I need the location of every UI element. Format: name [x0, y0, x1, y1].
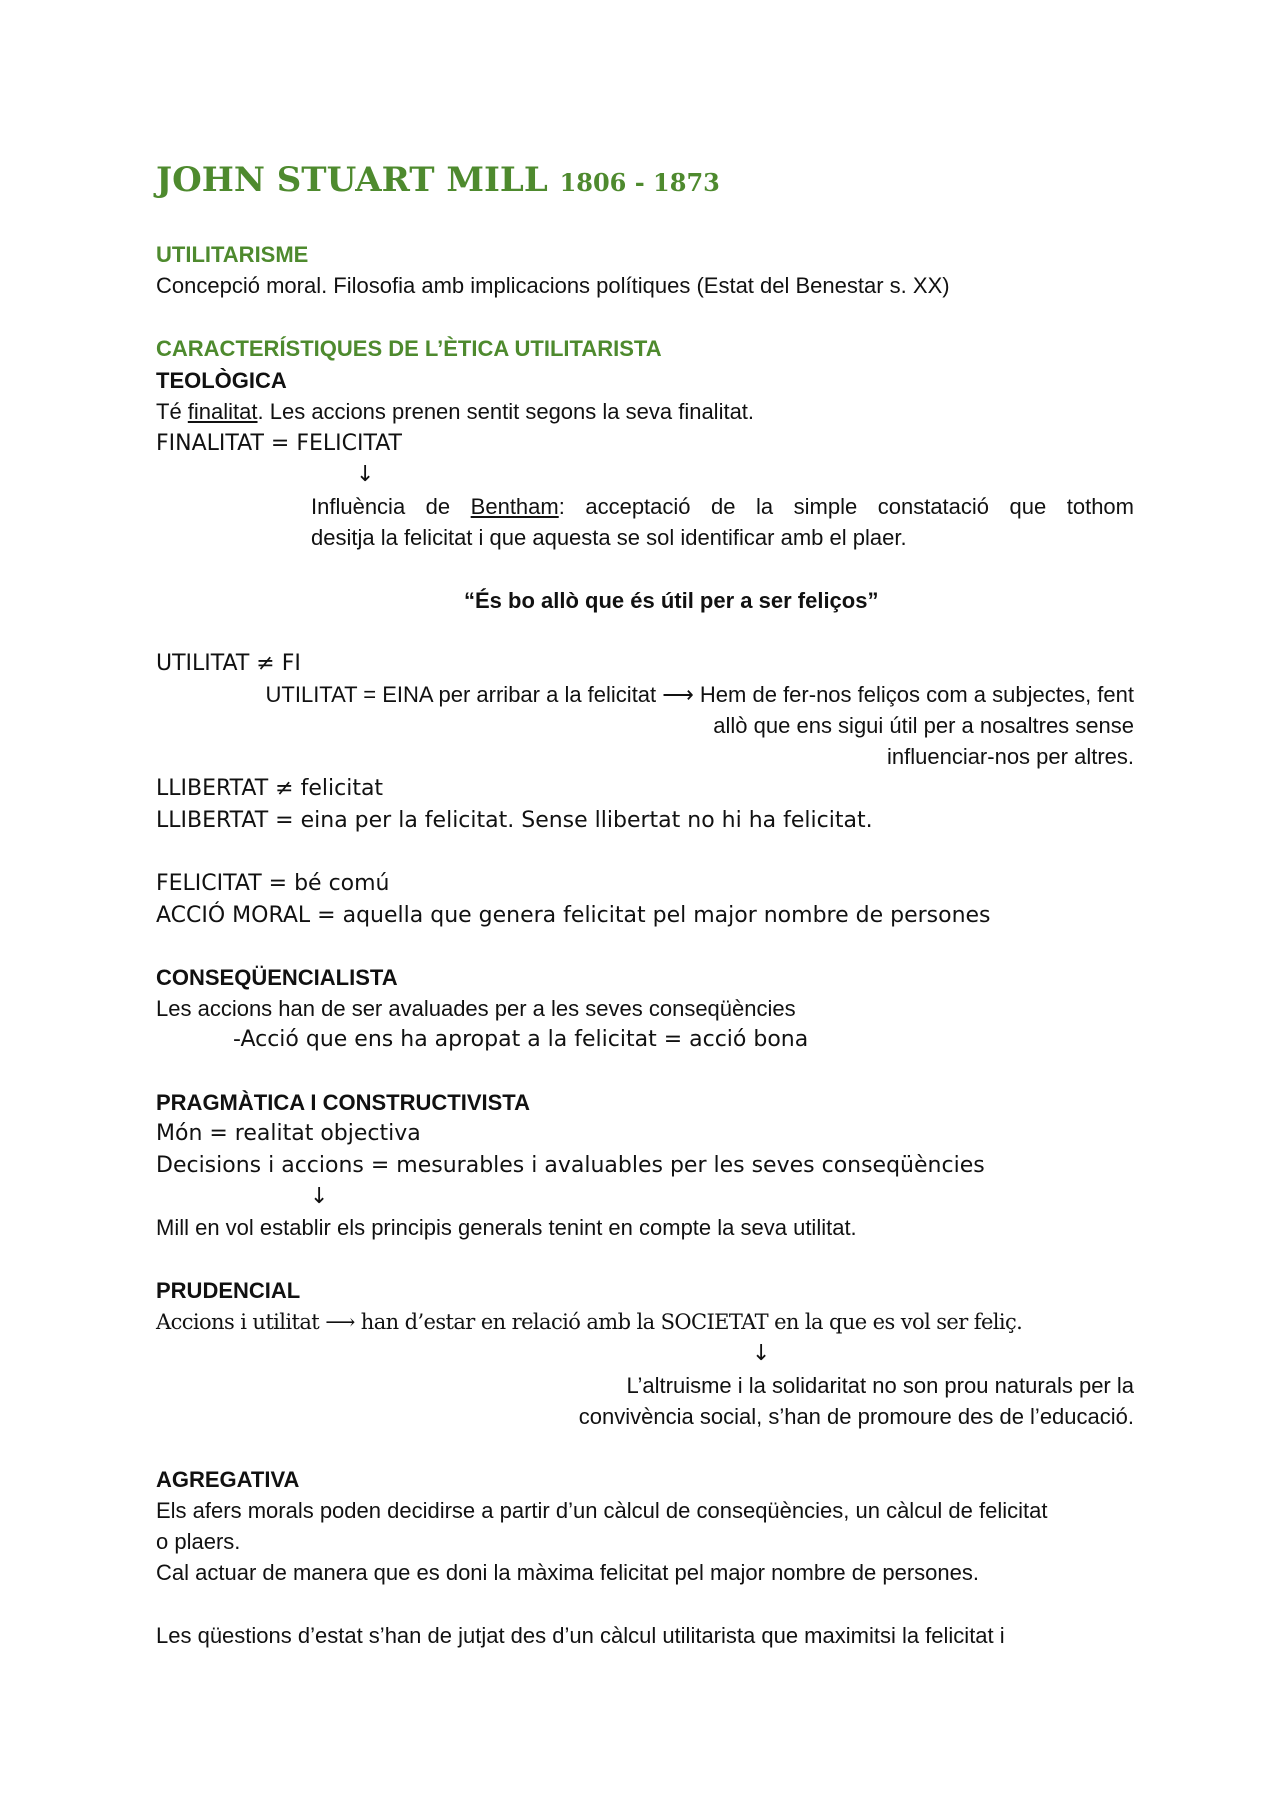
influencia-pre: Influència de: [311, 494, 471, 519]
utilitat-eina-line3: influenciar-nos per altres.: [886, 744, 1134, 769]
title-years: 1806 - 1873: [559, 168, 720, 197]
llibertat-line2: LLIBERTAT = eina per la felicitat. Sense llibertat no hi ha felicitat.: [156, 808, 873, 833]
teologica-text-post: . Les accions prenen sentit segons la seva finalitat.: [257, 399, 755, 424]
mon-realitat: Món = realitat objectiva: [156, 1121, 421, 1146]
felicitat-be-comu: FELICITAT = bé comú: [156, 871, 390, 896]
title-name: JOHN STUART MILL: [156, 160, 548, 200]
heading-prudencial: PRUDENCIAL: [156, 1278, 301, 1303]
agregativa-line3: Cal actuar de manera que es doni la màxima felicitat pel major nombre de persones.: [156, 1560, 979, 1585]
accio-moral: ACCIÓ MORAL = aquella que genera felicitat pel major nombre de persones: [156, 903, 991, 928]
down-arrow-icon: ↓: [310, 1184, 329, 1209]
agregativa-line2: o plaers.: [156, 1529, 241, 1554]
decisions-accions: Decisions i accions = mesurables i avaluables per les seves conseqüències: [156, 1153, 985, 1178]
heading-consequencialista: CONSEQÜENCIALISTA: [156, 965, 398, 990]
prudencial-accions: Accions i utilitat ⟶ han d’estar en relació amb la SOCIETAT en la que es vol ser feliç.: [156, 1310, 1023, 1334]
influencia-post: : acceptació de la simple constatació que tothom: [558, 494, 1134, 519]
document-page: [156, 0, 1134, 1811]
bentham-underlined: Bentham: [470, 494, 559, 519]
quote: “És bo allò que és útil per a ser feliços”: [464, 588, 879, 613]
influencia-bentham-line1: [311, 492, 1134, 522]
heading-caracteristiques: CARACTERÍSTIQUES DE L’ÈTICA UTILITARISTA: [156, 336, 662, 361]
utilitat-eina-line1: UTILITAT = EINA per arribar a la felicitat ⟶ Hem de fer-nos feliços com a subjectes, fent: [265, 682, 1134, 707]
teologica-text-pre: Té: [156, 399, 188, 424]
teologica-text: [156, 397, 754, 427]
finalitat-equation: FINALITAT = FELICITAT: [156, 431, 402, 456]
utilitat-fi: UTILITAT ≠ FI: [156, 651, 301, 676]
prudencial-altruisme-line1: L’altruisme i la solidaritat no son prou naturals per la: [626, 1373, 1134, 1398]
llibertat-line1: LLIBERTAT ≠ felicitat: [156, 776, 384, 801]
heading-agregativa: AGREGATIVA: [156, 1467, 300, 1492]
agregativa-line1: Els afers morals poden decidirse a partir d’un càlcul de conseqüències, un càlcul de felicitat: [156, 1498, 1048, 1523]
agregativa-line4: Les qüestions d’estat s’han de jutjat des d’un càlcul utilitarista que maximitsi la felicitat i: [156, 1623, 1005, 1648]
heading-utilitarisme: UTILITARISME: [156, 242, 309, 267]
heading-teologica: TEOLÒGICA: [156, 368, 287, 393]
heading-pragmatica: PRAGMÀTICA I CONSTRUCTIVISTA: [156, 1090, 530, 1115]
influencia-bentham-line2: desitja la felicitat i que aquesta se sol identificar amb el plaer.: [311, 525, 907, 550]
consequencialista-text: Les accions han de ser avaluades per a les seves conseqüències: [156, 996, 796, 1021]
down-arrow-icon: ↓: [356, 462, 375, 487]
page-title: [156, 158, 720, 205]
finalitat-underlined: finalitat: [187, 399, 258, 424]
utilitat-eina-line2: allò que ens sigui útil per a nosaltres sense: [713, 713, 1134, 738]
down-arrow-icon: ↓: [752, 1341, 771, 1366]
prudencial-altruisme-line2: convivència social, s’han de promoure des de l’educació.: [578, 1404, 1134, 1429]
consequencialista-sub: -Acció que ens ha apropat a la felicitat = acció bona: [233, 1027, 809, 1052]
utilitarisme-text: Concepció moral. Filosofia amb implicacions polítiques (Estat del Benestar s. XX): [156, 273, 950, 298]
mill-principis: Mill en vol establir els principis generals tenint en compte la seva utilitat.: [156, 1215, 857, 1240]
